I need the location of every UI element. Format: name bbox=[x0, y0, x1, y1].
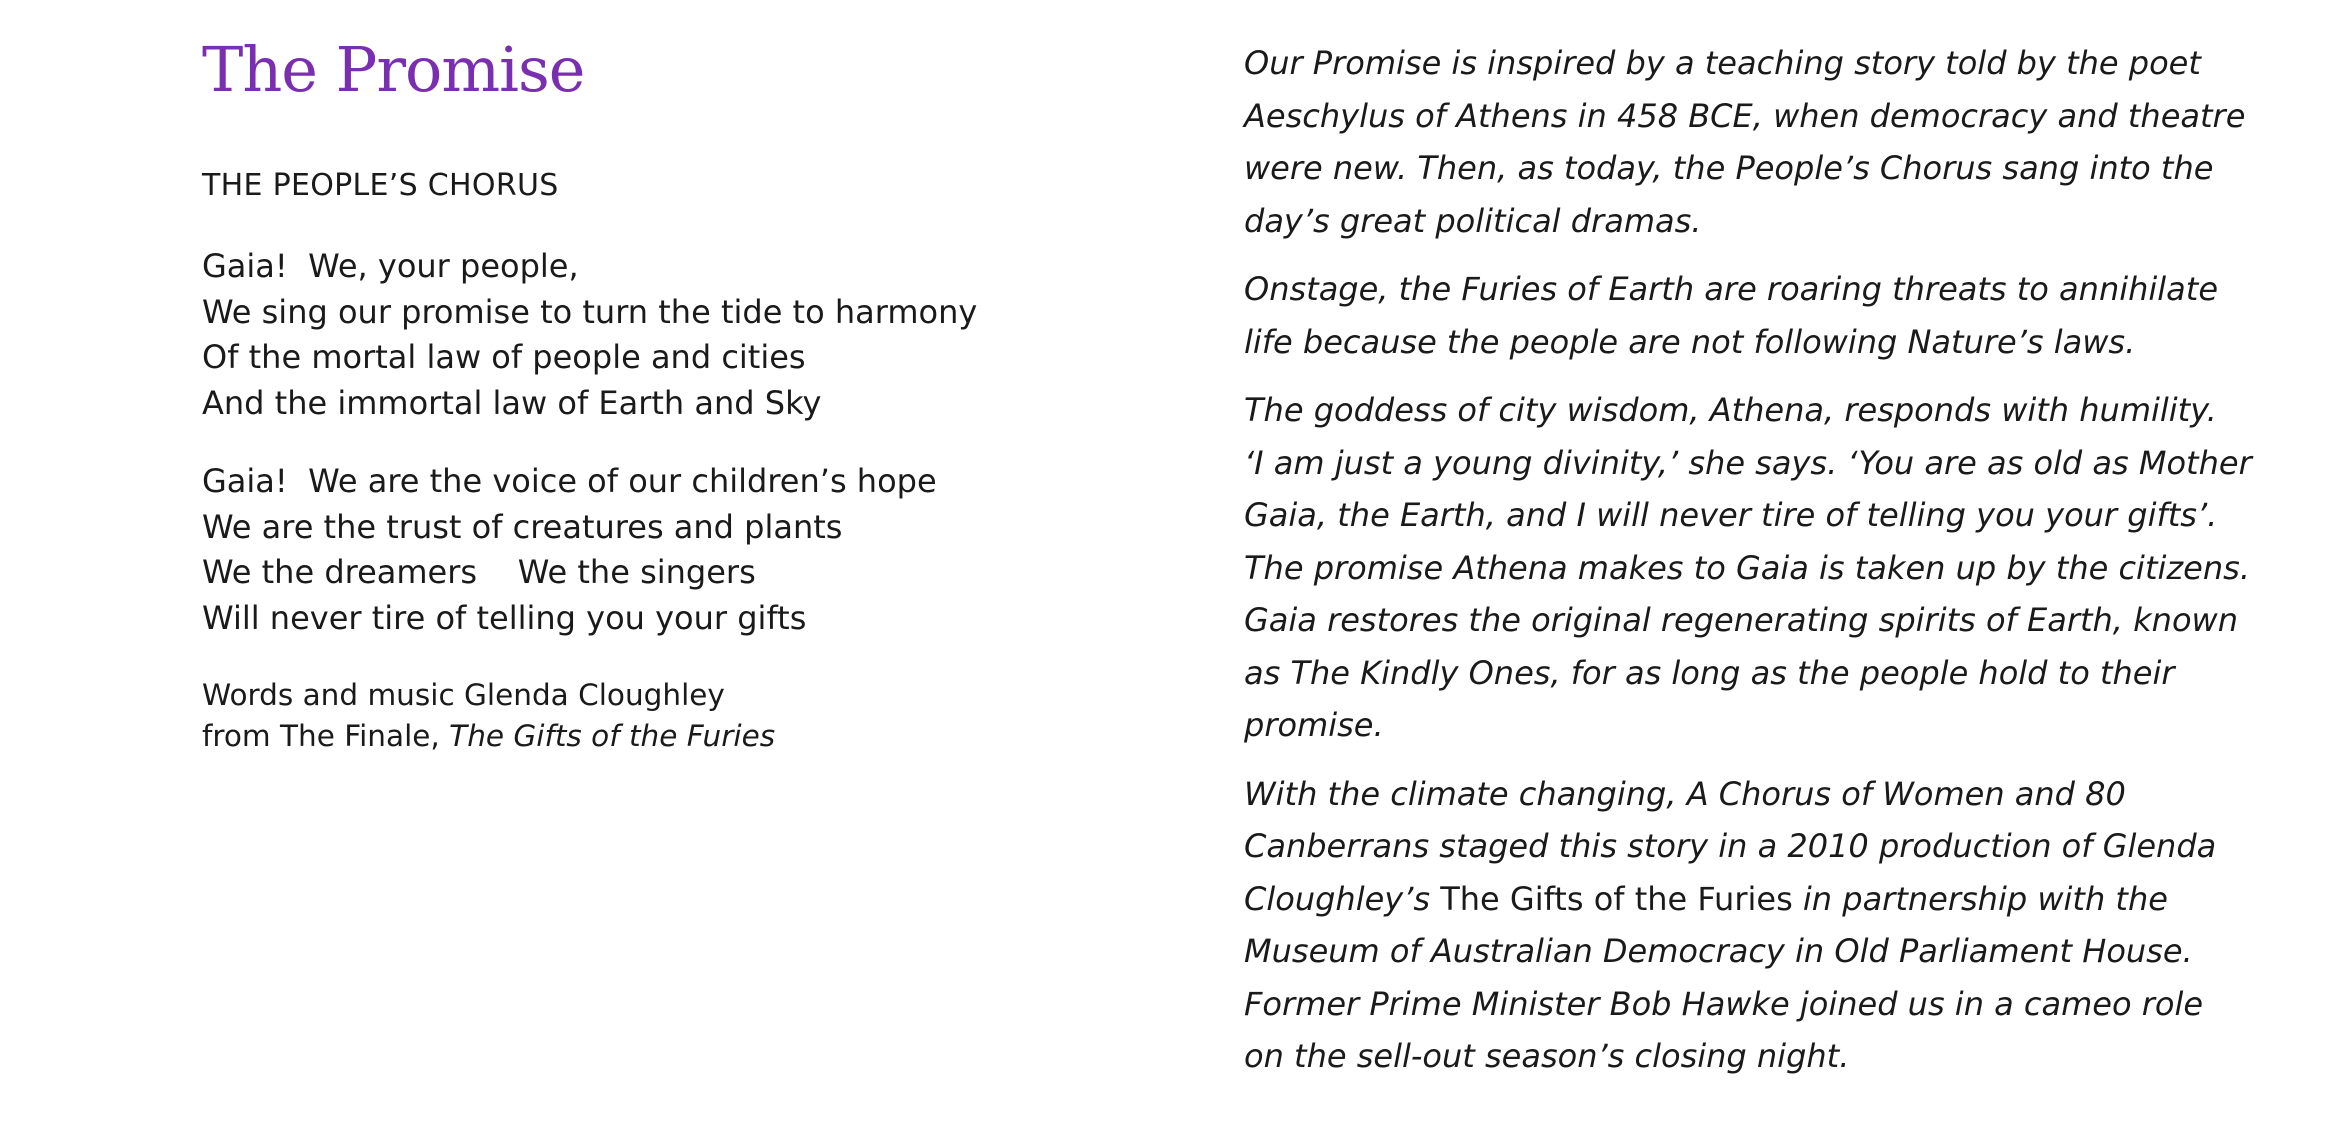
story-line: life because the people are not following Nature’s laws. bbox=[1244, 322, 2136, 361]
story-line: Former Prime Minister Bob Hawke joined us in a cameo role bbox=[1244, 984, 2204, 1023]
story-paragraph-4 bbox=[1244, 768, 2217, 1083]
story-line: Gaia restores the original regenerating spirits of Earth, known bbox=[1244, 601, 2238, 639]
story-line: Aeschylus of Athens in 458 BCE, when democracy and theatre bbox=[1244, 96, 2246, 135]
story-column bbox=[1244, 37, 2252, 1099]
story-line: ‘I am just a young divinity,’ she says. ‘You are as old as Mother bbox=[1244, 443, 2252, 482]
verse-line: And the immortal law of Earth and Sky bbox=[202, 383, 822, 422]
credits-line-1: Words and music Glenda Cloughley bbox=[202, 678, 725, 712]
verse-line: We the dreamers We the singers bbox=[202, 553, 756, 591]
verse-line: Gaia! We, your people, bbox=[202, 247, 579, 285]
story-line: Gaia, the Earth, and I will never tire of telling you your gifts’. bbox=[1244, 496, 2218, 534]
story-line: The goddess of city wisdom, Athena, responds with humility. bbox=[1244, 391, 2217, 429]
story-line: Our Promise is inspired by a teaching story told by the poet bbox=[1244, 44, 2201, 82]
story-line: as The Kindly Ones, for as long as the people hold to their bbox=[1244, 653, 2175, 692]
story-line: day’s great political dramas. bbox=[1244, 201, 1702, 240]
story-line: promise. bbox=[1244, 706, 1384, 744]
verse-1 bbox=[202, 244, 1102, 426]
story-line: on the sell-out season’s closing night. bbox=[1244, 1037, 1850, 1075]
verse-line: Gaia! We are the voice of our children’s hope bbox=[202, 462, 937, 500]
verse-2 bbox=[202, 459, 1102, 641]
verse-line: Will never tire of telling you your gifts bbox=[202, 598, 807, 637]
verse-line: We sing our promise to turn the tide to harmony bbox=[202, 292, 978, 331]
story-line: The promise Athena makes to Gaia is taken up by the citizens. bbox=[1244, 548, 2250, 587]
story-line: were new. Then, as today, the People’s Chorus sang into the bbox=[1244, 149, 2214, 187]
story-paragraph-1 bbox=[1244, 37, 2246, 247]
story-line: Museum of Australian Democracy in Old Parliament House. bbox=[1244, 932, 2193, 970]
work-title: The Gifts of the Furies bbox=[1440, 879, 1793, 918]
story-line: Canberrans staged this story in a 2010 production of Glenda bbox=[1244, 827, 2217, 865]
credits-source-prefix: from The Finale, bbox=[202, 719, 450, 753]
verse-line: We are the trust of creatures and plants bbox=[202, 507, 843, 546]
lyrics-column bbox=[202, 30, 1102, 757]
story-paragraph-2 bbox=[1244, 263, 2219, 368]
story-text: Cloughley’s bbox=[1244, 879, 1441, 918]
credits-line-2 bbox=[202, 716, 1102, 757]
story-text: in partnership with the bbox=[1792, 879, 2168, 918]
story-paragraph-3 bbox=[1244, 384, 2252, 752]
story-line: Onstage, the Furies of Earth are roaring threats to annihilate bbox=[1244, 270, 2219, 308]
credits-work-title: The Gifts of the Furies bbox=[449, 719, 776, 753]
credits bbox=[202, 675, 1102, 757]
verse-line: Of the mortal law of people and cities bbox=[202, 338, 806, 376]
page-title: The Promise bbox=[202, 33, 585, 106]
story-line bbox=[1244, 873, 2204, 926]
story-line: With the climate changing, A Chorus of Women and 80 bbox=[1244, 774, 2126, 813]
section-subtitle: THE PEOPLE’S CHORUS bbox=[202, 168, 559, 203]
